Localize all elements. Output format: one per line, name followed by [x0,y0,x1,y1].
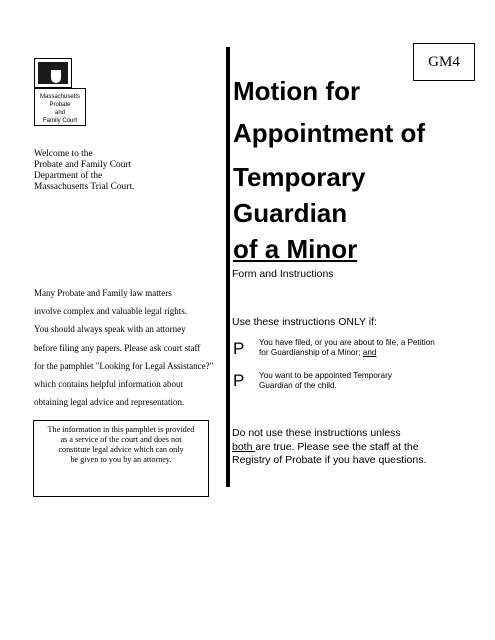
condition-line: You want to be appointed Temporary [259,371,392,380]
do-not-line [232,441,426,455]
form-code-box: GM4 [413,43,475,81]
welcome-line: Department of the [34,171,103,181]
court-seal [34,58,72,88]
intro-line: involve complex and valuable legal rights. [34,306,187,317]
both-text: both [232,440,256,453]
court-name-line: and [54,110,65,116]
intro-line: before filing any papers. Please ask court staff [34,342,201,353]
condition-line [259,348,435,358]
intro-line: which contains helpful information about [34,379,183,390]
column-divider [226,47,230,487]
do-not-use-notice [232,427,426,468]
title-line: Motion for [233,76,361,106]
intro-line: for the pamphlet "Looking for Legal Assistance?" [34,360,214,371]
legal-notice-box [33,420,209,497]
court-name-box [34,88,86,126]
checkmark-icon: P [233,371,245,390]
notice-line: constitute legal advice which can only [58,445,184,454]
court-name-line: Family Court [42,118,77,124]
court-name-line: Probate [49,102,71,108]
welcome-line: Probate and Family Court [34,160,132,170]
condition-line: You have filed, or you are about to file, a Petition [259,338,435,347]
do-not-text: are true. Please see the staff at the [255,440,419,453]
title-line: of a Minor [233,234,358,264]
checkmark-icon: P [233,339,245,358]
court-name-line: Massachusetts [39,94,81,100]
title-line: Guardian [233,198,348,228]
condition-item [259,371,392,391]
condition-item [259,338,435,358]
welcome-line: Welcome to the [34,149,93,159]
do-not-line: Do not use these instructions unless [232,427,401,439]
subtitle: Form and Instructions [232,268,334,280]
notice-line: be given to you by an attorney. [70,455,172,464]
do-not-line: Registry of Probate if you have questions. [232,454,427,466]
condition-and: and [362,348,377,357]
condition-text: for Guardianship of a Minor; [259,348,363,357]
intro-line: Many Probate and Family law matters [34,288,172,298]
title-line: Appointment of [233,118,426,148]
intro-paragraph [34,284,224,411]
notice-line: The information in this pamphlet is provided [47,425,195,434]
welcome-text [34,149,214,193]
title-line: Temporary [233,162,366,192]
intro-line: obtaining legal advice and representation. [34,397,185,408]
intro-line: You should always speak with an attorney [34,324,186,335]
use-if-heading: Use these instructions ONLY if: [232,316,377,328]
welcome-line: Massachusetts Trial Court. [34,182,135,192]
condition-line: Guardian of the child. [259,381,337,390]
notice-line: as a service of the court and does not [60,435,182,444]
